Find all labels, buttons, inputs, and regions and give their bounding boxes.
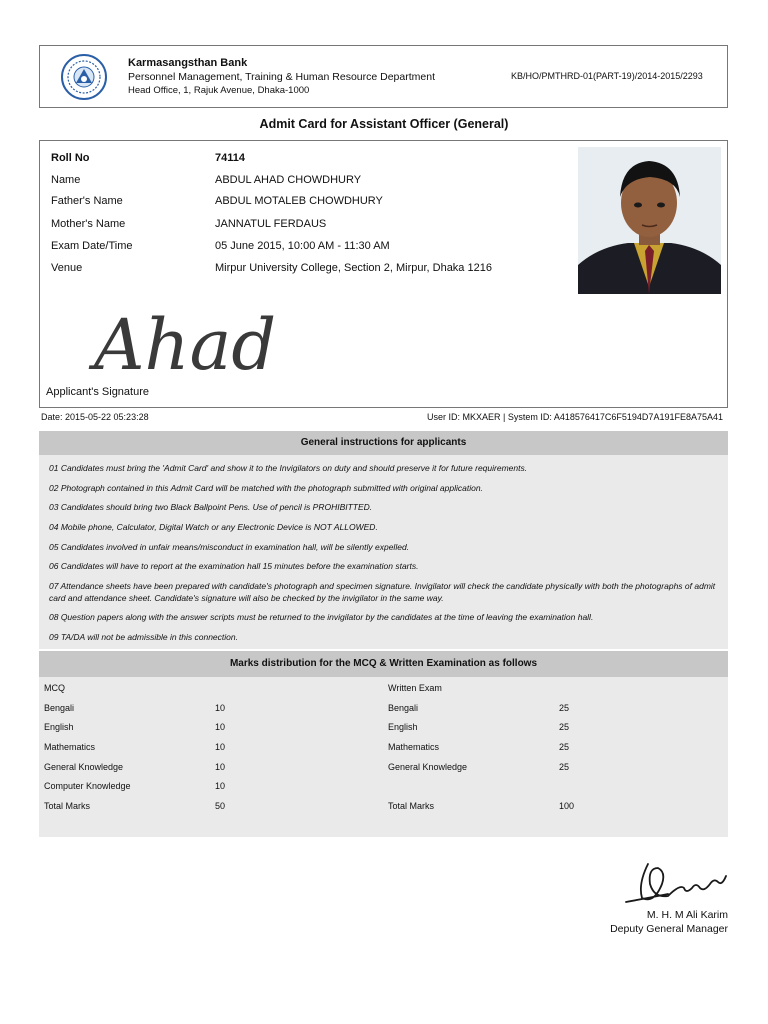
mcq-marks: 10 [215,742,226,752]
written-subject: General Knowledge [388,762,468,772]
bank-name: Karmasangsthan Bank [128,57,248,69]
svg-text:Ahad: Ahad [94,304,277,386]
mcq-subject: Computer Knowledge [44,781,131,791]
marks-header [39,651,728,677]
mcq-subject: General Knowledge [44,762,124,772]
department-name: Personnel Management, Training & Human Resource Department [128,71,435,83]
written-marks: 25 [559,742,570,752]
authority-signature [618,854,730,910]
instructions-header [39,431,728,455]
mcq-total-value: 50 [215,801,226,811]
instruction-item: 08 Question papers along with the answer scripts must be returned to the invigilator by the candidates at the time of leaving the examination hall. [49,612,594,622]
written-marks: 25 [559,762,570,772]
roll-no-value: 74114 [215,152,245,164]
mcq-marks: 10 [215,722,226,732]
mcq-subject: Bengali [44,703,75,713]
authority-name: M. H. M Ali Karim [646,909,728,921]
office-address: Head Office, 1, Rajuk Avenue, Dhaka-1000 [128,85,310,96]
instruction-item: 02 Photograph contained in this Admit Card will be matched with the photograph submitted with original application. [49,483,483,493]
fathers-name-value: ABDUL MOTALEB CHOWDHURY [215,195,383,207]
mcq-marks: 10 [215,703,226,713]
written-total-value: 100 [559,801,575,811]
venue-value: Mirpur University College, Section 2, Mirpur, Dhaka 1216 [215,262,492,274]
applicant-signature [92,295,277,386]
instruction-item: 01 Candidates must bring the 'Admit Card' and show it to the Invigilators on duty and should preserve it for future requirements. [49,463,528,473]
venue-label: Venue [51,262,83,274]
written-subject: Bengali [388,703,419,713]
written-total-label: Total Marks [388,801,435,811]
instruction-item: 04 Mobile phone, Calculator, Digital Watch or any Electronic Device is NOT ALLOWED. [49,522,378,532]
written-subject: Mathematics [388,742,440,752]
mcq-title: MCQ [44,683,65,693]
mothers-name-value: JANNATUL FERDAUS [215,218,327,230]
user-system-id: User ID: MKXAER | System ID: A418576417C6F5194D7A191FE8A75A41 [427,412,723,422]
instruction-item: 06 Candidates will have to report at the examination hall 15 minutes before the examination starts. [49,561,419,571]
instruction-item: 05 Candidates involved in unfair means/misconduct in examination hall, will be silently expelled. [49,542,410,552]
bank-logo-icon [60,53,108,101]
name-value: ABDUL AHAD CHOWDHURY [215,174,362,186]
instruction-item: 09 TA/DA will not be admissible in this connection. [49,632,238,642]
written-marks: 25 [559,703,570,713]
written-marks: 25 [559,722,570,732]
marks-heading: Marks distribution for the MCQ & Written Examination as follows [229,658,538,669]
applicant-photo [578,147,721,294]
applicant-signature-label: Applicant's Signature [46,386,149,398]
mcq-marks: 10 [215,762,226,772]
mcq-subject: Mathematics [44,742,96,752]
instruction-item: 03 Candidates should bring two Black Ballpoint Pens. Use of pencil is PROHIBITTED. [49,502,373,512]
mothers-name-label: Mother's Name [51,218,126,230]
name-label: Name [51,174,81,186]
roll-no-label: Roll No [51,152,90,164]
mcq-subject: English [44,722,74,732]
marks-panel [39,677,728,837]
instructions-heading: General instructions for applicants [300,437,467,448]
mcq-total-label: Total Marks [44,801,91,811]
fathers-name-label: Father's Name [51,195,123,207]
generated-date: Date: 2015-05-22 05:23:28 [41,412,149,422]
exam-datetime-value: 05 June 2015, 10:00 AM - 11:30 AM [215,240,390,252]
page-title: Admit Card for Assistant Officer (General) [259,117,509,131]
written-title: Written Exam [388,683,442,693]
mcq-marks: 10 [215,781,226,791]
authority-title: Deputy General Manager [610,923,728,935]
instruction-item: 07 Attendance sheets have been prepared with candidate's photograph and specimen signature. Invigilator will check the candidate physically with both the photographs of admit card and attendance sheet. Candidate's signature will also be checked by the invigilator in the same way. [49,581,716,603]
reference-number: KB/HO/PMTHRD-01(PART-19)/2014-2015/2293 [511,71,703,81]
written-subject: English [388,722,418,732]
exam-datetime-label: Exam Date/Time [51,240,133,252]
